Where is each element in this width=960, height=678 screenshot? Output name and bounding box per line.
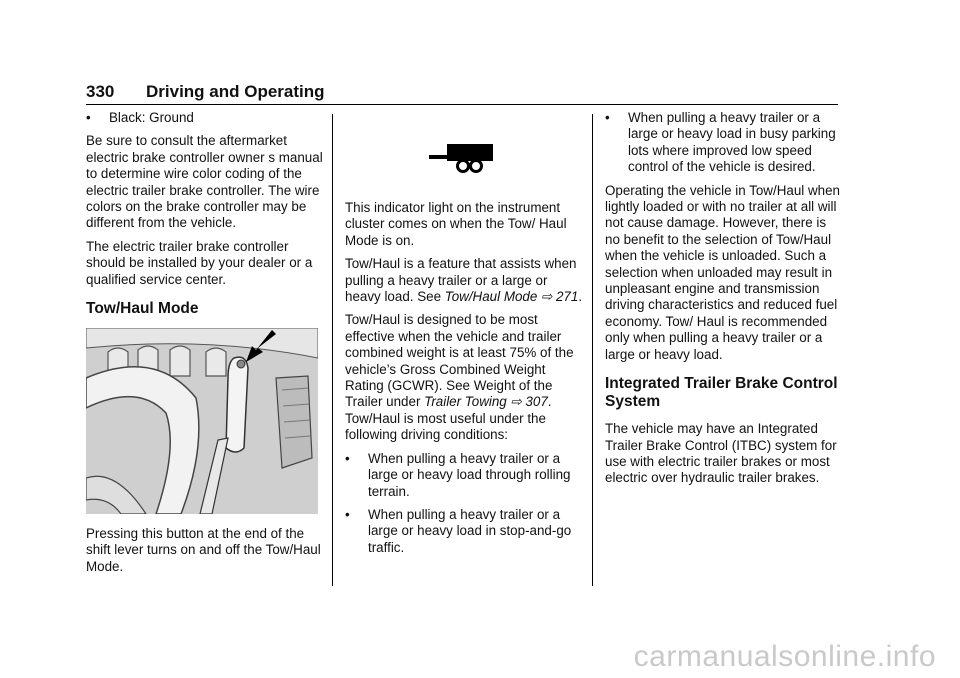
cross-reference-link[interactable]: Tow/Haul Mode bbox=[444, 289, 538, 305]
list-item bbox=[86, 110, 324, 126]
bullet-mark: • bbox=[345, 450, 350, 466]
cross-reference-link[interactable]: Trailer Towing bbox=[424, 394, 507, 410]
watermark bbox=[0, 640, 960, 674]
page-reference[interactable]: ⇨ 307 bbox=[510, 394, 548, 410]
bullet-mark: • bbox=[605, 110, 610, 125]
column-divider bbox=[332, 114, 333, 586]
bullet-mark: • bbox=[86, 110, 91, 125]
paragraph-text: . Tow/Haul is most useful under the following driving conditions: bbox=[345, 394, 552, 443]
page-header bbox=[86, 82, 838, 104]
paragraph-text: Tow/Haul is designed to be most effective when the vehicle and trailer combined weight is at least 75% of the vehicle’s Gross Combined Weight Rating (GCWR). See Weight of the Trailer under bbox=[345, 312, 574, 410]
paragraph: Be sure to consult the aftermarket electric brake controller owner s manual to determine wire color coding of the electric trailer brake controller. The wire colors on the brake controller may be different from the vehicle. bbox=[86, 133, 323, 231]
bullet-text: Black: Ground bbox=[109, 110, 194, 125]
page-reference[interactable]: ⇨ 271 bbox=[541, 289, 579, 305]
list-item bbox=[345, 451, 583, 500]
column-1 bbox=[86, 110, 324, 582]
header-rule bbox=[86, 104, 838, 105]
column-divider bbox=[592, 114, 593, 586]
section-title: Driving and Operating bbox=[146, 82, 325, 101]
section-heading: Integrated Trailer Brake Control System bbox=[605, 375, 838, 411]
figure-caption: Pressing this button at the end of the shift lever turns on and off the Tow/Haul Mode. bbox=[86, 526, 321, 574]
watermark-text: carmanualsonline.info bbox=[633, 640, 936, 673]
paragraph: Operating the vehicle in Tow/Haul when lightly loaded or with no trailer at all will not cause damage. However, there is no benefit to the selection of Tow/Haul when the vehicle is unloaded. Such a selection when unloaded may result in unpleasant engine and transmission driving characteristics and reduced fuel economy. Tow/ Haul is recommended only when pulling a heavy trailer or a large or heavy load. bbox=[605, 182, 840, 362]
bullet-text: When pulling a heavy trailer or a large or heavy load in stop-and-go traffic. bbox=[368, 506, 572, 555]
bullet-mark: • bbox=[345, 506, 350, 522]
trailer-icon bbox=[429, 144, 493, 174]
paragraph: The vehicle may have an Integrated Trailer Brake Control (ITBC) system for use with electric trailer brakes or most electric over hydraulic trailer brakes. bbox=[605, 421, 837, 486]
paragraph: The electric trailer brake controller should be installed by your dealer or a qualified service center. bbox=[86, 238, 313, 287]
paragraph: This indicator light on the instrument cluster comes on when the Tow/ Haul Mode is on. bbox=[345, 200, 567, 248]
column-2 bbox=[345, 110, 583, 563]
shift-lever-illustration bbox=[86, 328, 318, 514]
indicator-icon-area bbox=[345, 110, 583, 200]
paragraph: Tow/Haul is a feature that assists when pulling a heavy trailer or a large or heavy load. See Tow/Haul Mode ⇨ 271. bbox=[345, 256, 583, 305]
paragraph bbox=[345, 312, 583, 443]
column-3 bbox=[605, 110, 841, 494]
bullet-text: When pulling a heavy trailer or a large or heavy load through rolling terrain. bbox=[368, 450, 571, 499]
list-item bbox=[345, 507, 583, 556]
bullet-text: When pulling a heavy trailer or a large or heavy load in busy parking lots where improved low speed control of the vehicle is desired. bbox=[628, 110, 836, 175]
list-item bbox=[605, 110, 841, 176]
page-number: 330 bbox=[86, 82, 115, 101]
section-heading: Tow/Haul Mode bbox=[86, 300, 199, 318]
paragraph-text: Tow/Haul is a feature that assists when pulling a heavy trailer or a large or heavy load. See bbox=[345, 256, 577, 305]
